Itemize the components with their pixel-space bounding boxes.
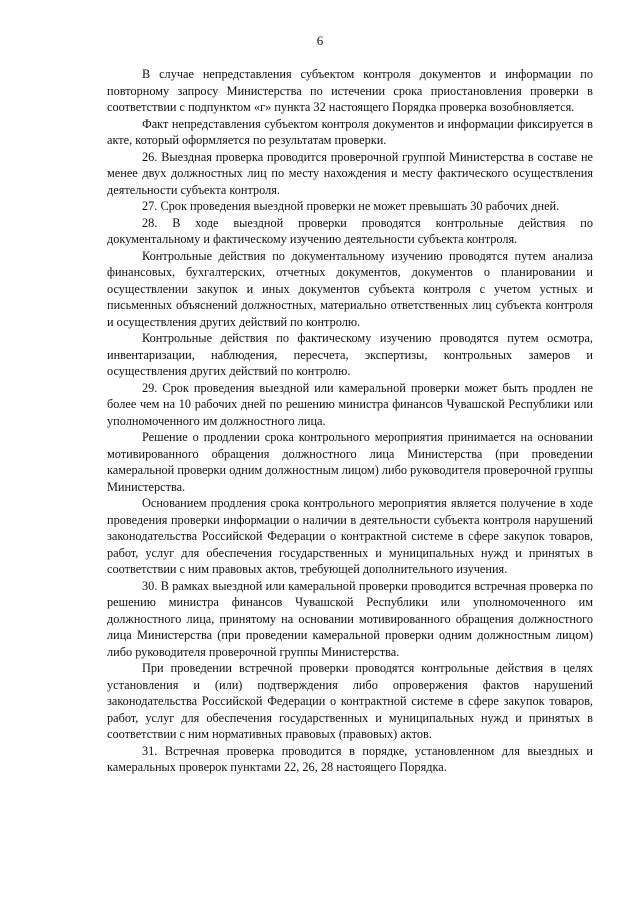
page-number: 6 <box>316 33 324 48</box>
paragraph-31: 31. Встречная проверка проводится в порядке, установленном для выездных и камеральных проверок пунктами 22, 26, 28 настоящего Порядка. <box>107 743 593 774</box>
paragraph-documentary-study: Контрольные действия по документальному изучению проводятся путем анализа финансовых, бухгалтерских, отчетных документов, документов о планировании и осуществлении закупок и иных документов субъекта контроля с учетом устных и письменных объяснений должностных, материально ответственных лиц субъекта контроля и осуществления других действий по контролю. <box>107 248 593 329</box>
paragraph-factual-study: Контрольные действия по фактическому изучению проводятся путем осмотра, инвентаризации, наблюдения, пересчета, экспертизы, контрольных замеров и осуществления других действий по контролю. <box>107 331 593 378</box>
paragraph-27: 27. Срок проведения выездной проверки не может превышать 30 рабочих дней. <box>142 199 560 213</box>
paragraph-30: 30. В рамках выездной или камеральной проверки проводится встречная проверка по решению министра финансов Чувашской Республики или уполномоченного им должностного лица, принятому на основании мотивированного обращения должностного лица Министерства (при проведении камеральной проверки одним должностным лицом) либо руководителя проверочной группы Министерства. <box>107 578 593 659</box>
paragraph-28: 28. В ходе выездной проверки проводятся контрольные действия по документальному и фактическому изучению деятельности субъекта контроля. <box>107 215 593 246</box>
paragraph-extension-grounds: Основанием продления срока контрольного мероприятия является получение в ходе проведения проверки информации о наличии в деятельности субъекта контроля нарушений законодательства Российской Федерации о контрактной системе в сфере закупок товаров, работ, услуг для обеспечения государственных и муниципальных нужд и принятых в соответствии с ним правовых актов, требующей дополнительного изучения. <box>107 496 593 576</box>
paragraph-29: 29. Срок проведения выездной или камеральной проверки может быть продлен не более чем на 10 рабочих дней по решению министра финансов Чувашской Республики или уполномоченного им должностного лица. <box>107 380 593 428</box>
paragraph-counter-check-actions: При проведении встречной проверки проводятся контрольные действия в целях установления и (или) подтверждения либо опровержения фактов нарушений законодательства Российской Федерации о контрактной системе в сфере закупок товаров, работ, услуг для обеспечения государственных и муниципальных нужд и принятых в соответствии с ним нормативных правовых (правовых) актов. <box>107 661 593 741</box>
paragraph-26: 26. Выездная проверка проводится проверочной группой Министерства в составе не менее двух должностных лиц по месту нахождения и месту фактического осуществления деятельности субъекта контроля. <box>107 149 593 197</box>
paragraph-resumption: В случае непредставления субъектом контроля документов и информации по повторному запросу Министерства по истечении срока приостановления проверки в соответствии с подпунктом «г» пункта 32 настоящего Порядка проверка возобновляется. <box>107 67 593 114</box>
paragraph-extension-decision: Решение о продлении срока контрольного мероприятия принимается на основании мотивированного обращения должностного лица Министерства (при проведении камеральной проверки одним должностным лицом) либо руководителя проверочной группы Министерства. <box>107 430 593 494</box>
document-body <box>107 66 593 776</box>
paragraph-non-submission-act: Факт непредставления субъектом контроля документов и информации фиксируется в акте, который оформляется по результатам проверки. <box>107 116 593 147</box>
